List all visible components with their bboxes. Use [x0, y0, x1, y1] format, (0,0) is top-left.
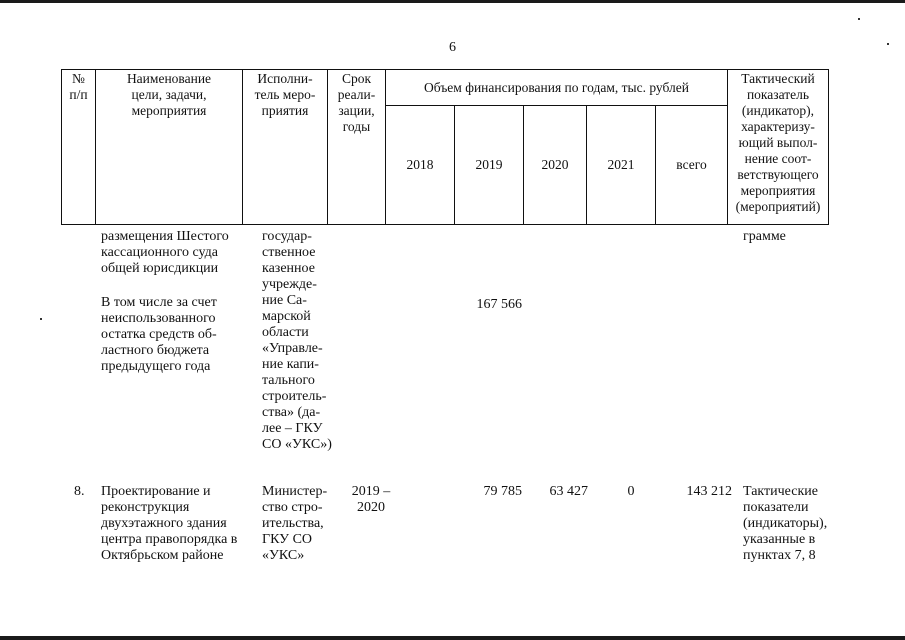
- row-cont-executor: государ- ственное казенное учрежде- ние Са- марской области «Управле- ние капи- тального строитель- ства» (да- лее – ГКУ СО «УКС»): [262, 229, 332, 452]
- table-header: [61, 69, 829, 225]
- row-cont-name: размещения Шестого кассационного суда общей юрисдикции: [101, 229, 229, 276]
- header-year-2020: 2020: [524, 106, 587, 225]
- header-name: Наименование цели, задачи, мероприятия: [96, 70, 243, 225]
- header-year-2018: 2018: [386, 106, 455, 225]
- header-term: Срок реали- зации, годы: [328, 70, 386, 225]
- row-8-total: 143 212: [686, 484, 732, 499]
- row-8-num: 8.: [74, 484, 85, 499]
- row-8-executor: Министер- ство стро- ительства, ГКУ СО «УКС»: [262, 484, 328, 563]
- scan-speck: [40, 318, 42, 320]
- header-total: всего: [656, 106, 728, 225]
- header-num: № п/п: [62, 70, 96, 225]
- row-8-y2020: 63 427: [549, 484, 588, 499]
- header-executor: Исполни- тель меро- приятия: [243, 70, 328, 225]
- header-financing: Объем финансирования по годам, тыс. рублей: [386, 70, 728, 106]
- row-cont-y2019: 167 566: [476, 297, 522, 312]
- row-cont-name-extra: В том числе за счет неиспользованного остатка средств об- ластного бюджета предыдущего года: [101, 295, 217, 374]
- row-8-indicator: Тактические показатели (индикаторы), указанные в пунктах 7, 8: [743, 484, 828, 563]
- row-cont-indicator: грамме: [743, 229, 786, 244]
- row-8-y2019: 79 785: [483, 484, 522, 499]
- page-number: 6: [449, 40, 456, 55]
- header-indicator: Тактический показатель (индикатор), характеризу- ющий выпол- нение соот- ветствующего мероприятия (мероприятий): [728, 70, 829, 225]
- header-year-2019: 2019: [455, 106, 524, 225]
- scan-border-top: [0, 0, 905, 3]
- scan-speck: [858, 18, 860, 20]
- row-8-y2021: 0: [627, 484, 635, 499]
- row-8-term: 2019 – 2020: [351, 484, 391, 515]
- header-year-2021: 2021: [587, 106, 656, 225]
- scan-border-bottom: [0, 636, 905, 640]
- row-8-name: Проектирование и реконструкция двухэтажного здания центра правопорядка в Октябрьском районе: [101, 484, 238, 563]
